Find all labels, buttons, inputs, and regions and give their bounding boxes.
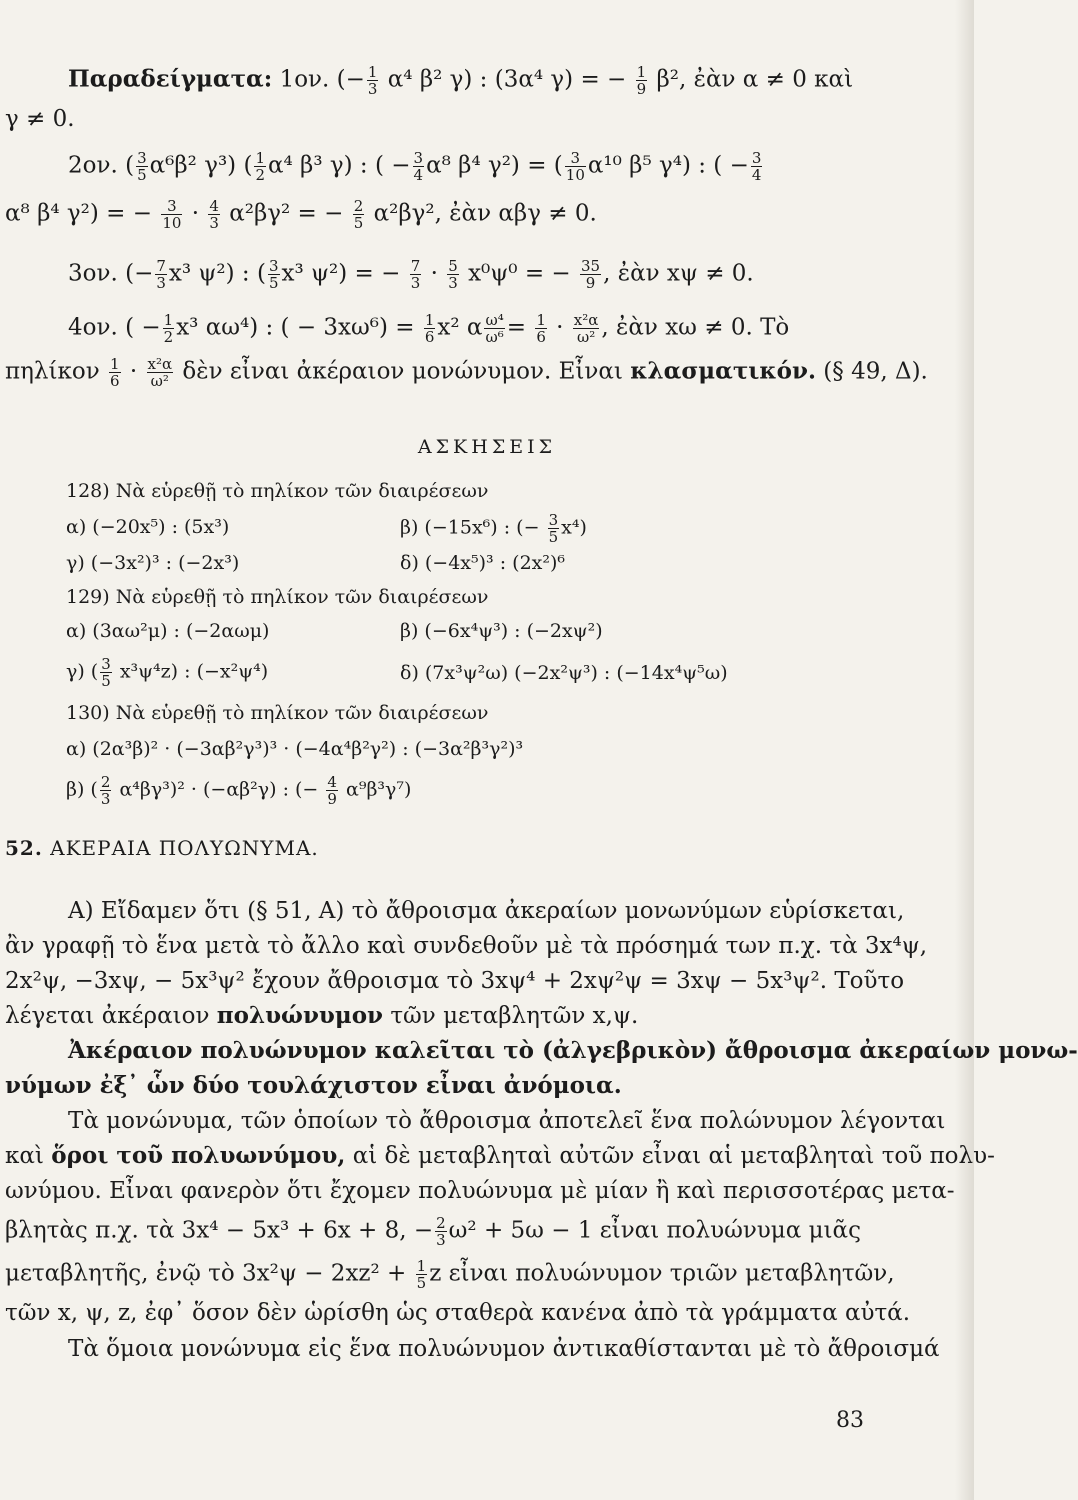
paragraph-line: 2x²ψ, −3xψ, − 5x³ψ² ἔχουν ἄθροισμα τὸ 3xψ⁴ + 2xψ²ψ = 3xψ − 5x³ψ². Τοῦτο [5, 968, 905, 994]
fraction [326, 774, 338, 807]
expr: α⁶β² γ³) ( [149, 152, 253, 179]
numerator: 1 [424, 311, 435, 329]
fraction [147, 356, 174, 389]
fraction [424, 312, 436, 345]
denominator: 5 [353, 214, 364, 232]
page-number: 83 [836, 1408, 864, 1433]
denominator: 9 [636, 80, 647, 98]
exercise-130-a: α) (2α³β)² · (−3αβ²γ³)³ · (−4α⁴β²γ²) : (−3α²β³γ²)³ [66, 738, 524, 760]
denominator: 4 [751, 166, 762, 184]
expr: α⁸ β⁴ γ²) = ( [426, 152, 563, 179]
denominator: 6 [424, 328, 435, 346]
denominator: 2 [163, 328, 174, 346]
denominator: 3 [410, 274, 421, 292]
expr: x³ψ⁴z) : (−x²ψ⁴) [119, 660, 269, 683]
expr: α⁴ β² γ) : (3α⁴ γ) = − [387, 66, 627, 93]
expr: , ἐὰν xω ≠ 0. Τὸ [601, 314, 790, 341]
expr: β) ( [66, 778, 98, 801]
fraction [751, 150, 763, 183]
expr: α⁴ β³ γ) : ( − [267, 152, 411, 179]
text: βλητὰς π.χ. τὰ 3x⁴ − 5x³ + 6x + 8, − [5, 1217, 434, 1244]
numerator: 3 [161, 198, 182, 215]
expr: (§ 49, Δ). [823, 358, 928, 385]
denominator: 3 [209, 214, 219, 232]
text: λέγεται ἀκέραιον [5, 1003, 210, 1029]
expr: α¹⁰ β⁵ γ⁴) : ( − [587, 152, 749, 179]
numerator: 2 [353, 197, 364, 215]
numerator: 4 [209, 197, 219, 215]
expr: · [430, 260, 438, 287]
numerator: 1 [536, 311, 546, 329]
exercise-129-stem: 129) Νὰ εὑρεθῇ τὸ πηλίκον τῶν διαιρέσεων [66, 586, 489, 608]
example-2-line [68, 150, 764, 183]
numerator: 3 [548, 511, 559, 529]
paragraph-line: τῶν x, ψ, z, ἐφ᾽ ὅσον δὲν ὡρίσθη ὡς σταθερὰ κανένα ἀπὸ τὰ γράμματα αὐτά. [5, 1300, 911, 1326]
exercise-128-c: γ) (−3x²)³ : (−2x³) [66, 552, 240, 574]
denominator: 9 [585, 274, 596, 292]
fraction [353, 198, 365, 231]
fraction [268, 258, 280, 291]
denominator: 5 [548, 528, 559, 546]
example-label: 1ον. [279, 66, 330, 93]
paragraph-line: ωνύμου. Εἶναι φανερὸν ὅτι ἔχομεν πολυώνυμα μὲ μίαν ἢ καὶ περισσοτέρας μετα- [5, 1178, 955, 1204]
exercises-title: ΑΣΚΗΣΕΙΣ [417, 436, 557, 458]
example-1-cont: γ ≠ 0. [5, 106, 75, 132]
expr: α²βγ² = − [229, 200, 344, 227]
fraction [254, 150, 266, 183]
fraction [416, 1258, 428, 1291]
numerator: 3 [413, 149, 424, 167]
expr: α²βγ², ἐὰν αβγ ≠ 0. [373, 200, 597, 227]
expr: · [129, 358, 138, 385]
fraction [208, 198, 220, 231]
text: αἱ δὲ μεταβληταὶ αὐτῶν εἶναι αἱ μεταβληταὶ τοῦ πολυ- [352, 1143, 995, 1169]
denominator: 5 [268, 274, 279, 292]
paragraph-line: Τὰ μονώνυμα, τῶν ὁποίων τὸ ἄθροισμα ἀποτελεῖ ἕνα πολώνυμον λέγονται [68, 1108, 946, 1134]
denominator: 2 [255, 166, 265, 184]
denominator: 3 [367, 80, 378, 98]
numerator: 1 [636, 63, 647, 81]
numerator: 7 [410, 257, 421, 275]
text: τῶν μεταβλητῶν x,ψ. [390, 1003, 639, 1029]
expr: α⁴βγ³)² · (−αβ²γ) : (− [119, 778, 319, 801]
numerator: ω⁴ [485, 311, 504, 329]
bold-term: κλασματικόν. [630, 357, 816, 385]
denominator: ω⁶ [485, 328, 504, 346]
exercise-129-c [66, 656, 268, 689]
text: καὶ [5, 1143, 44, 1169]
fraction [155, 258, 167, 291]
expr: (− [336, 66, 365, 93]
numerator: 2 [436, 1214, 446, 1232]
numerator: 1 [367, 63, 378, 81]
example-1-line [68, 64, 853, 97]
expr: πηλίκον [5, 358, 100, 385]
numerator: 7 [156, 257, 166, 275]
denominator: ω² [150, 372, 169, 390]
paragraph-line: Α) Εἴδαμεν ὅτι (§ 51, Α) τὸ ἄθροισμα ἀκεραίων μονωνύμων εὑρίσκεται, [68, 898, 905, 924]
fraction [548, 512, 560, 545]
exercise-128-stem: 128) Νὰ εὑρεθῇ τὸ πηλίκον τῶν διαιρέσεων [66, 480, 489, 502]
paragraph-line [5, 1258, 895, 1291]
expr: x³ ψ²) = − [281, 260, 401, 287]
expr: β², ἐὰν α ≠ 0 καὶ [656, 66, 854, 93]
page-edge-shadow [955, 0, 974, 1500]
denominator: 3 [156, 274, 166, 292]
exercise-129-d: δ) (7x³ψ²ω) (−2x²ψ³) : (−14x⁴ψ⁵ω) [400, 662, 728, 684]
numerator: 3 [751, 149, 762, 167]
numerator: 1 [255, 149, 265, 167]
denominator: 6 [536, 328, 546, 346]
expr: · [556, 314, 564, 341]
numerator: 35 [581, 257, 601, 275]
fraction [573, 312, 600, 345]
denominator: 10 [162, 214, 182, 232]
denominator: 4 [413, 166, 424, 184]
fraction [109, 356, 121, 389]
text: z εἶναι πολυώνυμον τριῶν μεταβλητῶν, [429, 1260, 895, 1287]
exercise-130-stem: 130) Νὰ εὑρεθῇ τὸ πηλίκον τῶν διαιρέσεων [66, 702, 489, 724]
numerator: 5 [448, 257, 458, 275]
numerator: 1 [416, 1257, 427, 1275]
denominator: 5 [101, 672, 111, 690]
expr: x⁴) [561, 516, 587, 539]
numerator: 1 [163, 311, 174, 329]
section-number: 52. [5, 836, 43, 860]
denominator: 5 [137, 166, 147, 184]
fraction [100, 774, 112, 807]
numerator: x²α [573, 311, 599, 329]
paragraph-line: Τὰ ὅμοια μονώνυμα εἰς ἕνα πολυώνυμον ἀντικαθίστανται μὲ τὸ ἄθροισμά [68, 1336, 940, 1362]
fraction [636, 64, 648, 97]
expr: x³ αω⁴) : ( − 3xω⁶) = [176, 314, 415, 341]
expr: , ἐὰν xψ ≠ 0. [603, 260, 754, 287]
numerator: 3 [565, 150, 586, 167]
expr: x² α [437, 314, 483, 341]
denominator: 3 [436, 1231, 446, 1249]
paragraph-line [5, 1141, 995, 1171]
numerator: 2 [100, 773, 111, 791]
fraction [161, 198, 182, 231]
fraction [447, 258, 459, 291]
definition-line: νύμων ἐξ᾽ ὧν δύο τουλάχιστον εἶναι ἀνόμοια. [5, 1072, 622, 1099]
section-heading [5, 836, 319, 860]
fraction [410, 258, 422, 291]
exercise-130-b [66, 774, 411, 807]
expr: x⁰ψ⁰ = − [468, 260, 571, 287]
denominator: 5 [416, 1274, 427, 1292]
paragraph-line [5, 1001, 638, 1031]
expr: β) (−15x⁶) : (− [400, 516, 540, 539]
text: μεταβλητῆς, ἐνῷ τὸ 3x²ψ − 2xz² + [5, 1260, 407, 1287]
numerator: 4 [327, 773, 337, 791]
paragraph-line: ἂν γραφῇ τὸ ἕνα μετὰ τὸ ἄλλο καὶ συνδεθοῦν μὲ τὰ πρόσημά των π.χ. τὰ 3x⁴ψ, [5, 933, 928, 959]
definition-line: Ἀκέραιον πολυώνυμον καλεῖται τὸ (ἀλγεβρικὸν) ἄθροισμα ἀκεραίων μονω- [68, 1037, 1078, 1064]
numerator: 3 [137, 149, 147, 167]
fraction [580, 258, 601, 291]
expr: ( [125, 152, 135, 179]
numerator: 3 [101, 655, 111, 673]
fraction [163, 312, 175, 345]
exercise-129-b: β) (−6x⁴ψ³) : (−2xψ²) [400, 620, 603, 642]
example-4-cont [5, 356, 928, 389]
denominator: 10 [565, 166, 585, 184]
expr: α⁸ β⁴ γ²) = − [5, 200, 152, 227]
expr: · [191, 200, 200, 227]
fraction [100, 656, 112, 689]
denominator: ω² [576, 328, 596, 346]
denominator: 6 [110, 372, 120, 390]
fraction [367, 64, 379, 97]
examples-heading: Παραδείγματα: [68, 65, 273, 93]
exercise-129-a: α) (3αω²μ) : (−2αωμ) [66, 620, 270, 642]
expr: = [506, 314, 526, 341]
exercise-128-d: δ) (−4x⁵)³ : (2x²)⁶ [400, 552, 566, 574]
fraction [136, 150, 148, 183]
expr: δὲν εἶναι ἀκέραιον μονώνυμον. Εἶναι [182, 358, 623, 385]
denominator: 3 [448, 274, 458, 292]
fraction [435, 1215, 447, 1248]
example-label: 3ον. [68, 260, 118, 287]
denominator: 9 [327, 790, 337, 808]
expr: x³ ψ²) : ( [168, 260, 266, 287]
example-2-cont [5, 198, 597, 231]
paragraph-line [5, 1215, 861, 1248]
bold-term: πολυώνυμον [216, 1002, 383, 1029]
section-title: ΑΚΕΡΑΙΑ ΠΟΛΥΩΝΥΜΑ. [50, 836, 319, 860]
exercise-128-a: α) (−20x⁵) : (5x³) [66, 516, 230, 538]
numerator: 1 [110, 355, 120, 373]
fraction [565, 150, 586, 183]
example-label: 2ον. [68, 152, 118, 179]
example-3-line [68, 258, 754, 291]
exercise-128-b [400, 512, 587, 545]
expr: α⁹β³γ⁷) [346, 778, 412, 801]
fraction [484, 312, 504, 345]
expr: γ) ( [66, 660, 99, 683]
fraction [535, 312, 547, 345]
expr: ( − [125, 314, 161, 341]
expr: (− [125, 260, 154, 287]
text: ω² + 5ω − 1 εἶναι πολυώνυμα μιᾶς [448, 1217, 861, 1244]
example-label: 4ον. [68, 314, 118, 341]
example-4-line [68, 312, 789, 345]
numerator: 3 [268, 257, 279, 275]
numerator: x²α [147, 355, 173, 373]
fraction [413, 150, 425, 183]
denominator: 3 [100, 790, 111, 808]
bold-term: ὅροι τοῦ πολυωνύμου, [51, 1142, 346, 1169]
